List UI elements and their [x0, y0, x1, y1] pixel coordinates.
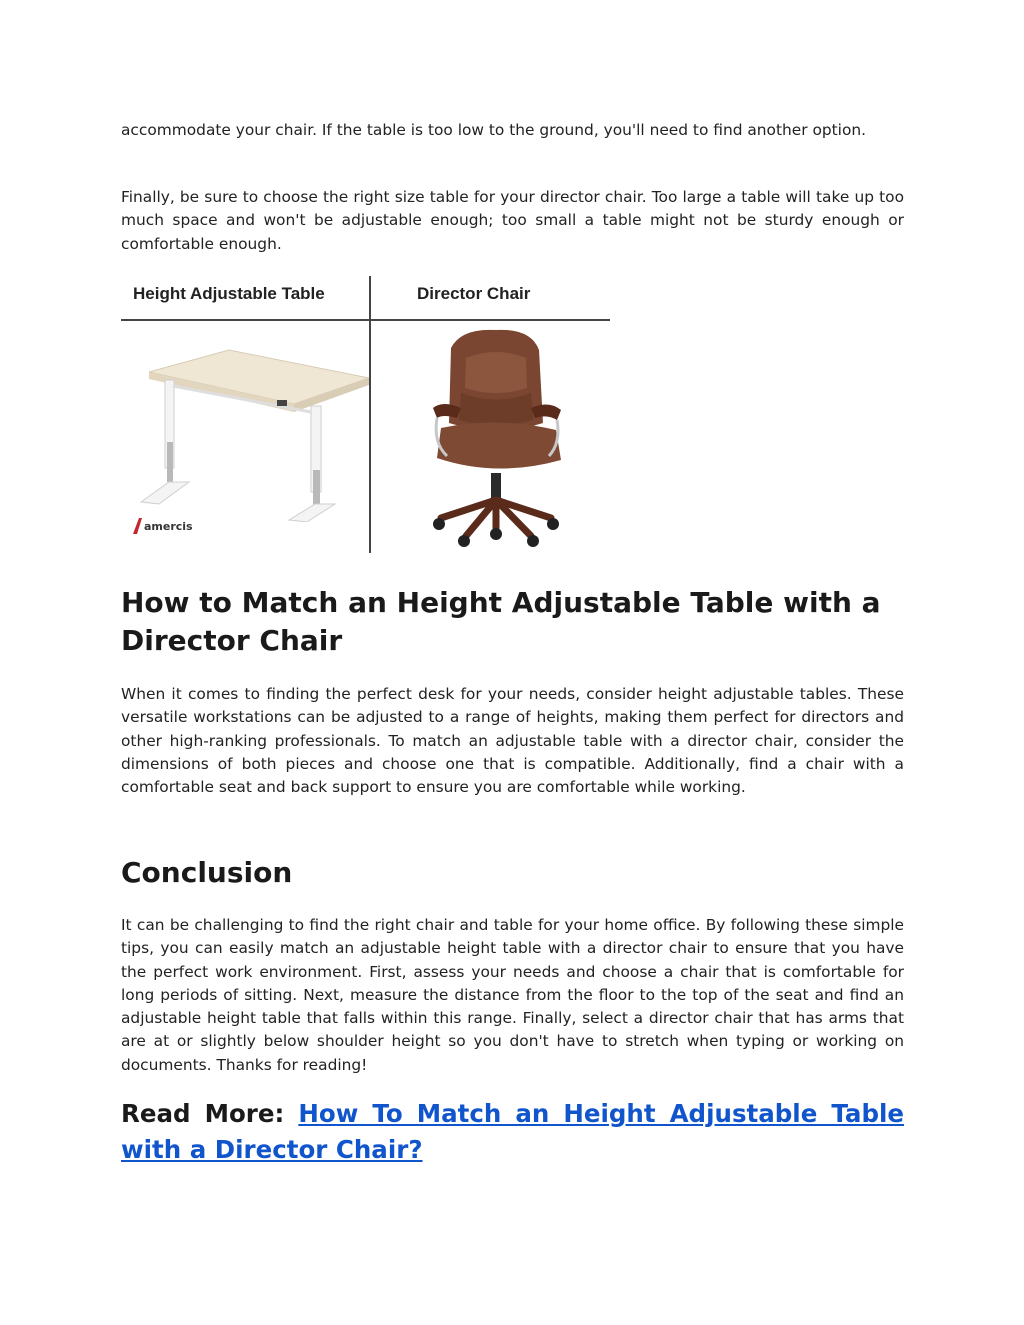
- paragraph-how-to-match: When it comes to finding the perfect desk for your needs, consider height adjustable tables. These versatile workstations can be adjusted to a range of heights, making them perfect for directors and other high-ranking professionals. To match an adjustable table with a director chair, consider the dimensions of both pieces and choose one that is compatible. Additionally, find a chair with a comfortable seat and back support to ensure you are comfortable while working.: [121, 685, 904, 797]
- heading-conclusion: Conclusion: [121, 856, 293, 889]
- comparison-figure: [121, 276, 611, 553]
- figure-divider-vertical: [369, 276, 371, 553]
- read-more: [121, 1096, 904, 1168]
- amercis-logo: [131, 516, 221, 536]
- read-more-label: Read More:: [121, 1099, 285, 1128]
- figure-divider-horizontal: [121, 319, 610, 321]
- director-chair-image: [421, 328, 571, 548]
- heading-how-to-match: How to Match an Height Adjustable Table with a Director Chair: [121, 586, 881, 657]
- height-adjustable-table-image: [129, 342, 369, 522]
- paragraph-table-size: Finally, be sure to choose the right size table for your director chair. Too large a table will take up too much space and won't be adjustable enough; too small a table might not be sturdy enough or comfortable enough.: [121, 188, 904, 253]
- paragraph-intro-continuation: accommodate your chair. If the table is too low to the ground, you'll need to find another option.: [121, 121, 867, 139]
- figure-header-table: Height Adjustable Table: [133, 284, 325, 303]
- read-more-link[interactable]: How To Match an Height Adjustable Table with a Director Chair?: [121, 1099, 904, 1164]
- svg-text:amercis: amercis: [144, 520, 193, 533]
- figure-header-chair: Director Chair: [417, 284, 531, 303]
- paragraph-conclusion: It can be challenging to find the right chair and table for your home office. By following these simple tips, you can easily match an adjustable height table with a director chair to ensure that you have the perfect work environment. First, assess your needs and choose a chair that is comfortable for long periods of sitting. Next, measure the distance from the floor to the top of the seat and find an adjustable height table that falls within this range. Finally, select a director chair that has arms that are at or slightly below shoulder height so you don't have to stretch when typing or working on documents. Thanks for reading!: [121, 916, 904, 1074]
